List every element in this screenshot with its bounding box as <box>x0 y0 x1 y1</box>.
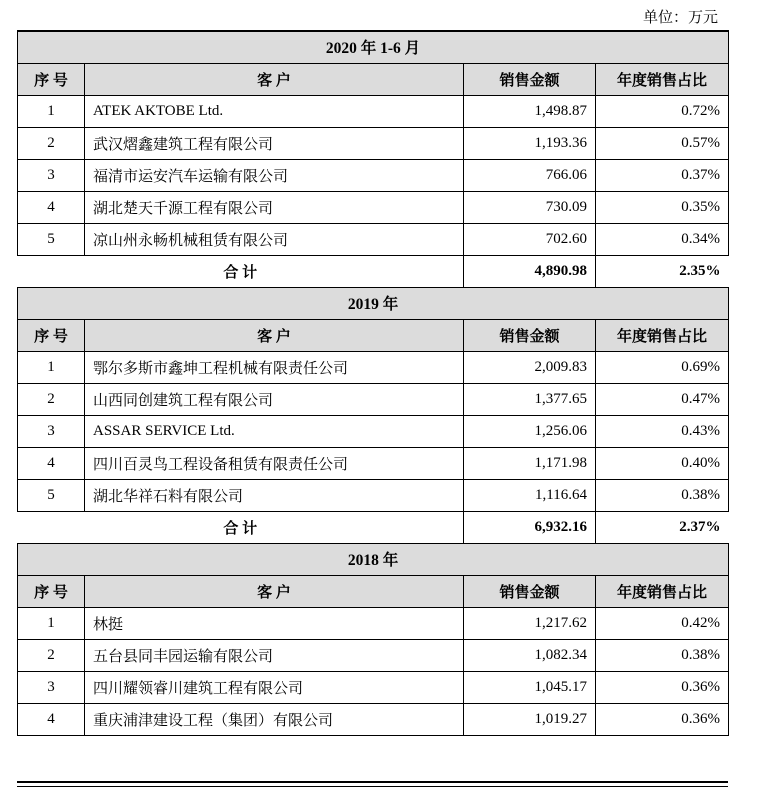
header-ratio: 年度销售占比 <box>596 63 729 95</box>
row-ratio: 0.42% <box>596 607 729 639</box>
row-seq: 5 <box>18 479 85 511</box>
row-customer: 四川百灵鸟工程设备租赁有限责任公司 <box>85 447 464 479</box>
header-seq: 序 号 <box>18 575 85 607</box>
row-ratio: 0.38% <box>596 639 729 671</box>
header-ratio: 年度销售占比 <box>596 319 729 351</box>
header-customer: 客 户 <box>85 319 464 351</box>
total-row <box>18 255 729 287</box>
header-seq: 序 号 <box>18 63 85 95</box>
row-customer: 林挺 <box>85 607 464 639</box>
row-amount: 1,217.62 <box>464 607 596 639</box>
unit-label: 单位：万元 <box>642 10 718 26</box>
row-ratio: 0.34% <box>596 223 729 255</box>
customer-sales-table <box>17 30 729 736</box>
row-seq: 1 <box>18 95 85 127</box>
table-row <box>18 159 729 191</box>
row-amount: 766.06 <box>464 159 596 191</box>
row-ratio: 0.35% <box>596 191 729 223</box>
row-customer: 湖北楚天千源工程有限公司 <box>85 191 464 223</box>
section-title: 2019 年 <box>18 287 729 319</box>
row-amount: 1,171.98 <box>464 447 596 479</box>
row-amount: 702.60 <box>464 223 596 255</box>
row-customer: 福清市运安汽车运输有限公司 <box>85 159 464 191</box>
row-amount: 1,019.27 <box>464 703 596 735</box>
table-row <box>18 703 729 735</box>
table-row <box>18 127 729 159</box>
row-amount: 1,082.34 <box>464 639 596 671</box>
header-customer: 客 户 <box>85 63 464 95</box>
row-seq: 2 <box>18 127 85 159</box>
table-row <box>18 447 729 479</box>
table-row <box>18 95 729 127</box>
row-ratio: 0.40% <box>596 447 729 479</box>
row-amount: 1,116.64 <box>464 479 596 511</box>
section-title: 2020 年 1-6 月 <box>18 31 729 63</box>
table-row <box>18 671 729 703</box>
row-seq: 1 <box>18 351 85 383</box>
row-ratio: 0.57% <box>596 127 729 159</box>
table-row <box>18 351 729 383</box>
row-ratio: 0.37% <box>596 159 729 191</box>
row-customer: 山西同创建筑工程有限公司 <box>85 383 464 415</box>
row-ratio: 0.36% <box>596 703 729 735</box>
header-amount: 销售金额 <box>464 575 596 607</box>
row-amount: 1,498.87 <box>464 95 596 127</box>
section-title-row <box>18 287 729 319</box>
row-customer: 五台县同丰园运输有限公司 <box>85 639 464 671</box>
table-row <box>18 639 729 671</box>
row-customer: 重庆浦津建设工程（集团）有限公司 <box>85 703 464 735</box>
header-amount: 销售金额 <box>464 63 596 95</box>
row-customer: ASSAR SERVICE Ltd. <box>85 415 464 447</box>
row-ratio: 0.72% <box>596 95 729 127</box>
table-row <box>18 415 729 447</box>
column-header-row <box>18 63 729 95</box>
row-customer: 鄂尔多斯市鑫坤工程机械有限责任公司 <box>85 351 464 383</box>
row-seq: 2 <box>18 383 85 415</box>
row-seq: 4 <box>18 447 85 479</box>
header-ratio: 年度销售占比 <box>596 575 729 607</box>
total-ratio: 2.35% <box>596 255 729 287</box>
row-ratio: 0.47% <box>596 383 729 415</box>
row-ratio: 0.36% <box>596 671 729 703</box>
row-ratio: 0.38% <box>596 479 729 511</box>
row-seq: 4 <box>18 703 85 735</box>
column-header-row <box>18 319 729 351</box>
row-amount: 1,256.06 <box>464 415 596 447</box>
table-row <box>18 191 729 223</box>
table-row <box>18 383 729 415</box>
row-amount: 1,377.65 <box>464 383 596 415</box>
row-customer: ATEK AKTOBE Ltd. <box>85 95 464 127</box>
row-seq: 2 <box>18 639 85 671</box>
table-row <box>18 607 729 639</box>
row-seq: 5 <box>18 223 85 255</box>
row-customer: 四川耀领睿川建筑工程有限公司 <box>85 671 464 703</box>
row-customer: 武汉熠鑫建筑工程有限公司 <box>85 127 464 159</box>
table-bottom-rule <box>17 781 728 783</box>
header-amount: 销售金额 <box>464 319 596 351</box>
total-label: 合 计 <box>18 255 464 287</box>
section-title-row <box>18 543 729 575</box>
row-amount: 730.09 <box>464 191 596 223</box>
total-label: 合 计 <box>18 511 464 543</box>
row-seq: 1 <box>18 607 85 639</box>
table-row <box>18 479 729 511</box>
section-title-row <box>18 31 729 63</box>
row-customer: 湖北华祥石料有限公司 <box>85 479 464 511</box>
total-row <box>18 511 729 543</box>
table-row <box>18 223 729 255</box>
row-amount: 1,045.17 <box>464 671 596 703</box>
row-customer: 凉山州永畅机械租赁有限公司 <box>85 223 464 255</box>
row-amount: 2,009.83 <box>464 351 596 383</box>
table-bottom-rule-thin <box>17 786 728 787</box>
header-customer: 客 户 <box>85 575 464 607</box>
row-seq: 3 <box>18 671 85 703</box>
column-header-row <box>18 575 729 607</box>
section-title: 2018 年 <box>18 543 729 575</box>
total-ratio: 2.37% <box>596 511 729 543</box>
row-ratio: 0.69% <box>596 351 729 383</box>
total-amount: 6,932.16 <box>464 511 596 543</box>
total-amount: 4,890.98 <box>464 255 596 287</box>
row-ratio: 0.43% <box>596 415 729 447</box>
row-seq: 3 <box>18 159 85 191</box>
row-amount: 1,193.36 <box>464 127 596 159</box>
header-seq: 序 号 <box>18 319 85 351</box>
row-seq: 3 <box>18 415 85 447</box>
row-seq: 4 <box>18 191 85 223</box>
